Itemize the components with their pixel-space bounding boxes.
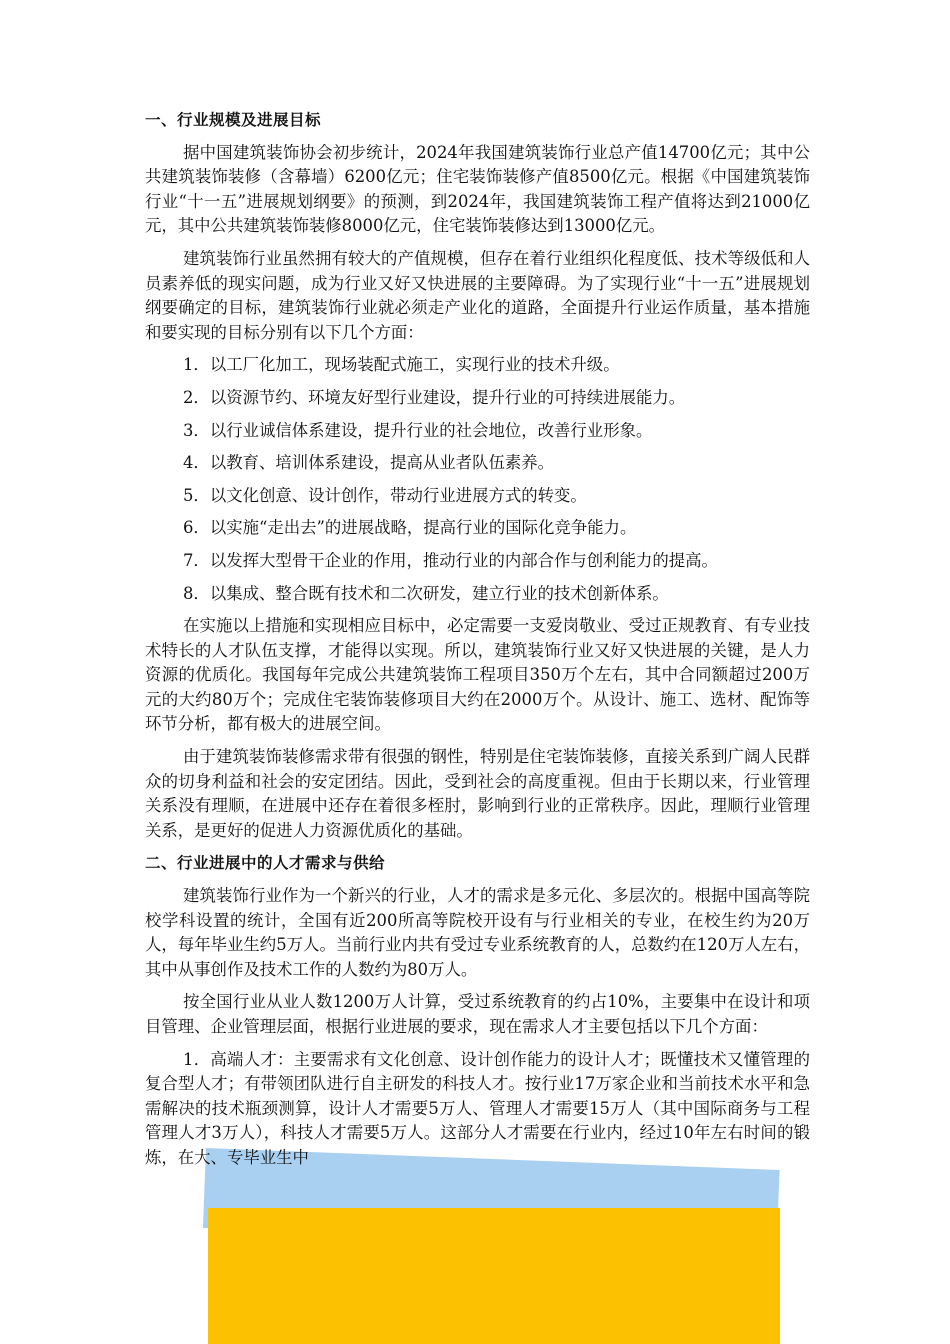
list-item: 4．以教育、培训体系建设，提高从业者队伍素养。: [183, 453, 555, 473]
section-1-paragraph: 由于建筑装饰装修需求带有很强的钢性，特别是住宅装饰装修，直接关系到广阔人民群众的切身利益和社会的安定团结。因此，受到社会的高度重视。但由于长期以来，行业管理关系没有理顺，在进展中还存在着很多桎肘，影响到行业的正常秩序。因此，理顺行业管理关系，是更好的促进人力资源优质化的基础。: [145, 747, 810, 840]
section-2-heading: 二、行业进展中的人才需求与供给: [145, 854, 386, 873]
yellow-overlay-shape: [208, 1208, 780, 1344]
section-2-paragraph: 按全国行业从业人数1200万人计算，受过系统教育的约占10%，主要集中在设计和项目管理、企业管理层面，根据行业进展的要求，现在需求人才主要包括以下几个方面：: [145, 992, 810, 1036]
list-item: 1．以工厂化加工，现场装配式施工，实现行业的技术升级。: [183, 355, 620, 375]
list-item: 7．以发挥大型骨干企业的作用，推动行业的内部合作与创利能力的提高。: [183, 550, 718, 570]
document-page: [145, 108, 810, 1179]
list-item: 2．以资源节约、环境友好型行业建设，提升行业的可持续进展能力。: [183, 387, 686, 407]
section-1-heading: 一、行业规模及进展目标: [145, 111, 322, 129]
section-1-paragraph: 建筑装饰行业虽然拥有较大的产值规模，但存在着行业组织化程度低、技术等级低和人员素养低的现实问题，成为行业又好又快进展的主要障碍。为了实现行业“十一五”进展规划纲要确定的目标，建筑装饰行业就必须走产业化的道路，全面提升行业运作质量，基本措施和要实现的目标分别有以下几个方面：: [145, 248, 810, 342]
list-item: 6．以实施“走出去”的进展战略，提高行业的国际化竞争能力。: [183, 518, 637, 538]
list-item: 3．以行业诚信体系建设，提升行业的社会地位，改善行业形象。: [183, 420, 653, 440]
section-1-paragraph: 据中国建筑装饰协会初步统计，2024年我国建筑装饰行业总产值14700亿元；其中公共建筑装饰装修（含幕墙）6200亿元；住宅装饰装修产值8500亿元。根据《中国建筑装饰行业“十一五”进展规划纲要》的预测，到2024年，我国建筑装饰工程产值将达到21000亿元，其中公共建筑装饰装修8000亿元，住宅装饰装修达到13000亿元。: [145, 142, 810, 236]
section-2-paragraph: 1．高端人才：主要需求有文化创意、设计创作能力的设计人才；既懂技术又懂管理的复合型人才；有带领团队进行自主研发的科技人才。按行业17万家企业和当前技术水平和急需解决的技术瓶颈测算，设计人才需要5万人、管理人才需要15万人（其中国际商务与工程管理人才3万人），科技人才需要5万人。这部分人才需要在行业内，经过10年左右时间的锻炼，在大、专毕业生中: [145, 1049, 810, 1167]
list-item: 5．以文化创意、设计创作，带动行业进展方式的转变。: [183, 485, 587, 505]
list-item: 8．以集成、整合既有技术和二次研发，建立行业的技术创新体系。: [183, 583, 669, 603]
section-2-paragraph: 建筑装饰行业作为一个新兴的行业，人才的需求是多元化、多层次的。根据中国高等院校学科设置的统计，全国有近200所高等院校开设有与行业相关的专业，在校生约为20万人，每年毕业生约5万人。当前行业内共有受过专业系统教育的人，总数约在120万人左右，其中从事创作及技术工作的人数约为80万人。: [145, 886, 810, 979]
section-1-paragraph: 在实施以上措施和实现相应目标中，必定需要一支爱岗敬业、受过正规教育、有专业技术特长的人才队伍支撑，才能得以实现。所以，建筑装饰行业又好又快进展的关键，是人力资源的优质化。我国每年完成公共建筑装饰工程项目350万个左右，其中合同额超过200万元的大约80万个；完成住宅装饰装修项目大约在2000万个。从设计、施工、选材、配饰等环节分析，都有极大的进展空间。: [145, 616, 810, 734]
